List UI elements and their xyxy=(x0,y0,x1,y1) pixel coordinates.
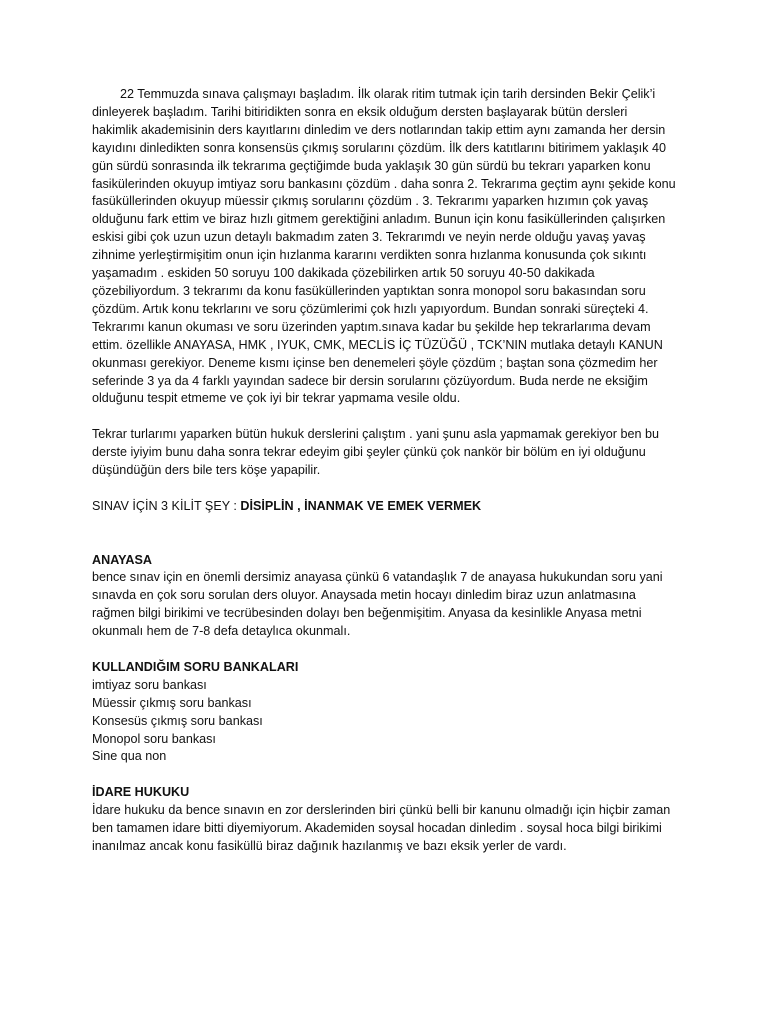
key-points-prefix: SINAV İÇİN 3 KİLİT ŞEY : xyxy=(92,498,241,513)
spacer xyxy=(92,408,676,426)
soru-bankalari-list xyxy=(92,677,676,767)
key-points-line xyxy=(92,498,676,516)
review-paragraph: Tekrar turlarımı yaparken bütün hukuk derslerini çalıştım . yani şunu asla yapmamak gerekiyor ben bu derste iyiyim bunu daha sonra tekrar edeyim gibi şeyler çünkü çok nankör bir bölüm en iyi olduğunu düşündüğün ders bile ters köşe yapapilir. xyxy=(92,427,659,478)
anayasa-heading: ANAYASA xyxy=(92,552,152,567)
list-item: Monopol soru bankası xyxy=(92,731,216,746)
soru-bankalari-heading: KULLANDIĞIM SORU BANKALARI xyxy=(92,659,299,674)
intro-paragraph: 22 Temmuzda sınava çalışmayı başladım. İlk olarak ritim tutmak için tarih dersinden Bekir Çelik’i dinleyerek başladım. Tarihi bitiridikten sonra en eksik olduğum dersten başlayarak bütün dersleri hakimlik akademisinin ders kayıtlarını dinledim ve ders notlarından takip ettim aynı zamanda her dersin kayıdını dinledikten sonra konsensüs çıkmış sorularını çözdüm. İlk ders katıtlarını bitirimem yaklaşık 40 gün sürdü sonrasında ilk tekrarıma geçtiğimde buda yaklaşık 30 gün sürdü bu tekrarı yaparken konu fasikülerinden okuyup imtiyaz soru bankasını çözdüm . daha sonra 2. Tekrarıma geçtim aynı şekide konu fasüküllerinden okuyup müessir çıkmış sorularını çözdüm . 3. Tekrarımı yaparken hızımın çok yavaş olduğunu fark ettim ve biraz hızlı gitmem gerektiğini anladım. Bunun için konu fasiküllerinden çalışırken eskisi gibi çok uzun uzun detaylı bakmadım zaten 3. Tekrarımdı ve neyin nerde olduğu yavaş yavaş zihnime yerleştirmişitim onun için hızlanma kararını verdikten sonra hızlanma konusunda çok sıkıntı yaşamadım . eskiden 50 soruyu 100 dakikada çözebilirken artık 50 soruyu 40-50 dakikada çözebiliyordum. 3 tekrarımı da konu fasüküllerinden yaptıktan sonra monopol soru bakasından soru çözdüm. Artık konu tekrlarını ve soru çözümlerimi çok hızlı yapıyordum. Bundan sonraki süreçteki 4. Tekrarımı kanun okuması ve soru üzerinden yaptım.sınava kadar bu şekilde hep tekrarlarıma devam ettim. özellikle ANAYASA, HMK , IYUK, CMK, MECLİS İÇ TÜZÜĞÜ , TCK’NIN mutlaka detaylı KANUN okunması gerekiyor. Deneme kısmı içinse ben denemeleri şöyle çözdüm ; baştan sona çözmedim her seferinde 3 ya da 4 farklı yayından sadece bir dersin sorularını çözüyordum. Buda nerde ne eksiğim olduğunu tespit etmeme ve çok iyi bir tekrar yapmama vesile oldu. xyxy=(92,87,676,406)
spacer xyxy=(92,516,676,552)
document-page xyxy=(92,86,676,856)
anayasa-body: bence sınav için en önemli dersimiz anayasa çünkü 6 vatandaşlık 7 de anayasa hukukundan soru yani sınavda en çok soru sorulan ders oluyor. Anaysada metin hocayı dinledim biraz uzun anlatmasına rağmen bilgi birikimi ve tecrübesinden dolayı ben beğenmişitim. Anyasa da kesinlikle Anyasa metni okunmalı hem de 7-8 defa detaylıca okunmalı. xyxy=(92,570,663,639)
spacer xyxy=(92,766,676,784)
list-item: Konsesüs çıkmış soru bankası xyxy=(92,713,263,728)
idare-heading: İDARE HUKUKU xyxy=(92,785,190,800)
idare-body: İdare hukuku da bence sınavın en zor derslerinden biri çünkü belli bir kanunu olmadığı için hiçbir zaman ben tamamen idare bitti diyemiyorum. Akademiden soysal hocadan dinledim . soysal hoca bilgi birikimi inanılmaz ancak konu fasiküllü biraz dağınık hazılanmış ve bazı eksik yerler de vardı. xyxy=(92,803,671,853)
key-points-bold: DİSİPLİN , İNANMAK VE EMEK VERMEK xyxy=(240,498,482,513)
spacer xyxy=(92,480,676,498)
list-item: Sine qua non xyxy=(92,749,167,764)
list-item: imtiyaz soru bankası xyxy=(92,677,207,692)
spacer xyxy=(92,641,676,659)
list-item: Müessir çıkmış soru bankası xyxy=(92,695,252,710)
